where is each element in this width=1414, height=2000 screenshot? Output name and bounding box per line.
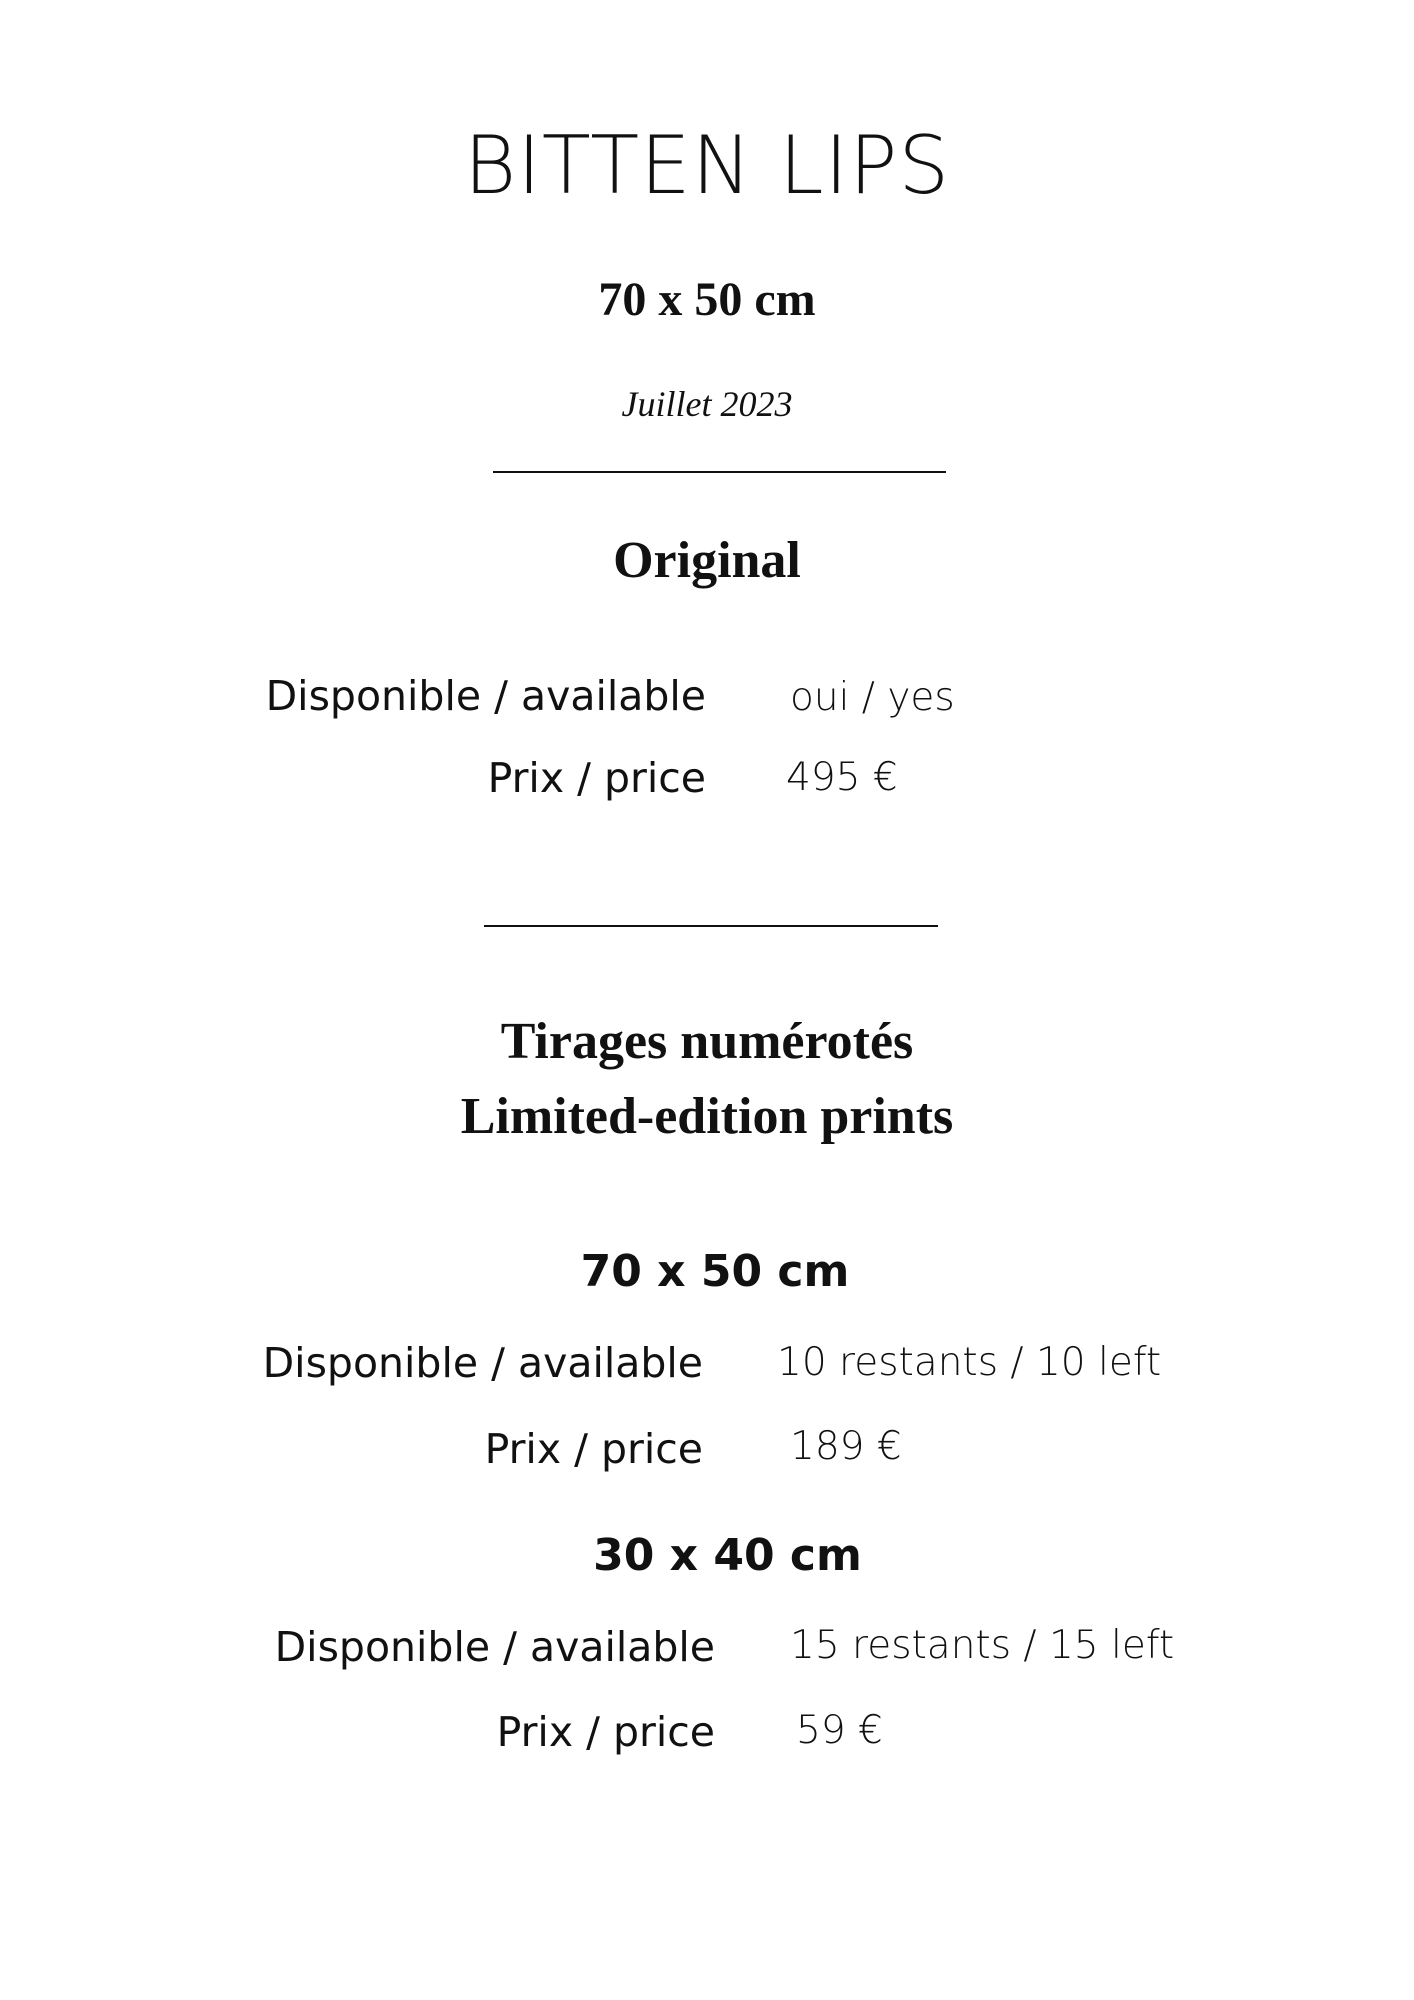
print-price-label: Prix / price <box>496 1708 715 1756</box>
print-price-value: 189 € <box>790 1424 902 1469</box>
print-available-value: 10 restants / 10 left <box>777 1340 1162 1385</box>
print-available-label: Disponible / available <box>274 1623 715 1671</box>
print-available-label: Disponible / available <box>262 1339 703 1387</box>
original-price-label: Prix / price <box>487 754 706 802</box>
print-price-label: Prix / price <box>484 1425 703 1473</box>
print-size-heading: 70 x 50 cm <box>580 1246 850 1297</box>
prints-heading-french: Tirages numérotés <box>500 1013 914 1070</box>
artwork-date: Juillet 2023 <box>621 384 793 424</box>
original-available-label: Disponible / available <box>265 672 706 720</box>
divider <box>484 925 938 927</box>
divider <box>493 471 946 473</box>
original-price-value: 495 € <box>786 755 898 800</box>
print-available-value: 15 restants / 15 left <box>790 1623 1175 1668</box>
print-size-heading: 30 x 40 cm <box>593 1530 862 1581</box>
artwork-dimensions: 70 x 50 cm <box>598 273 816 326</box>
prints-heading-english: Limited-edition prints <box>460 1088 954 1145</box>
artwork-title: BITTEN LIPS <box>463 119 951 212</box>
print-price-value: 59 € <box>796 1708 883 1753</box>
original-heading: Original <box>613 532 801 589</box>
original-available-value: oui / yes <box>790 675 955 720</box>
